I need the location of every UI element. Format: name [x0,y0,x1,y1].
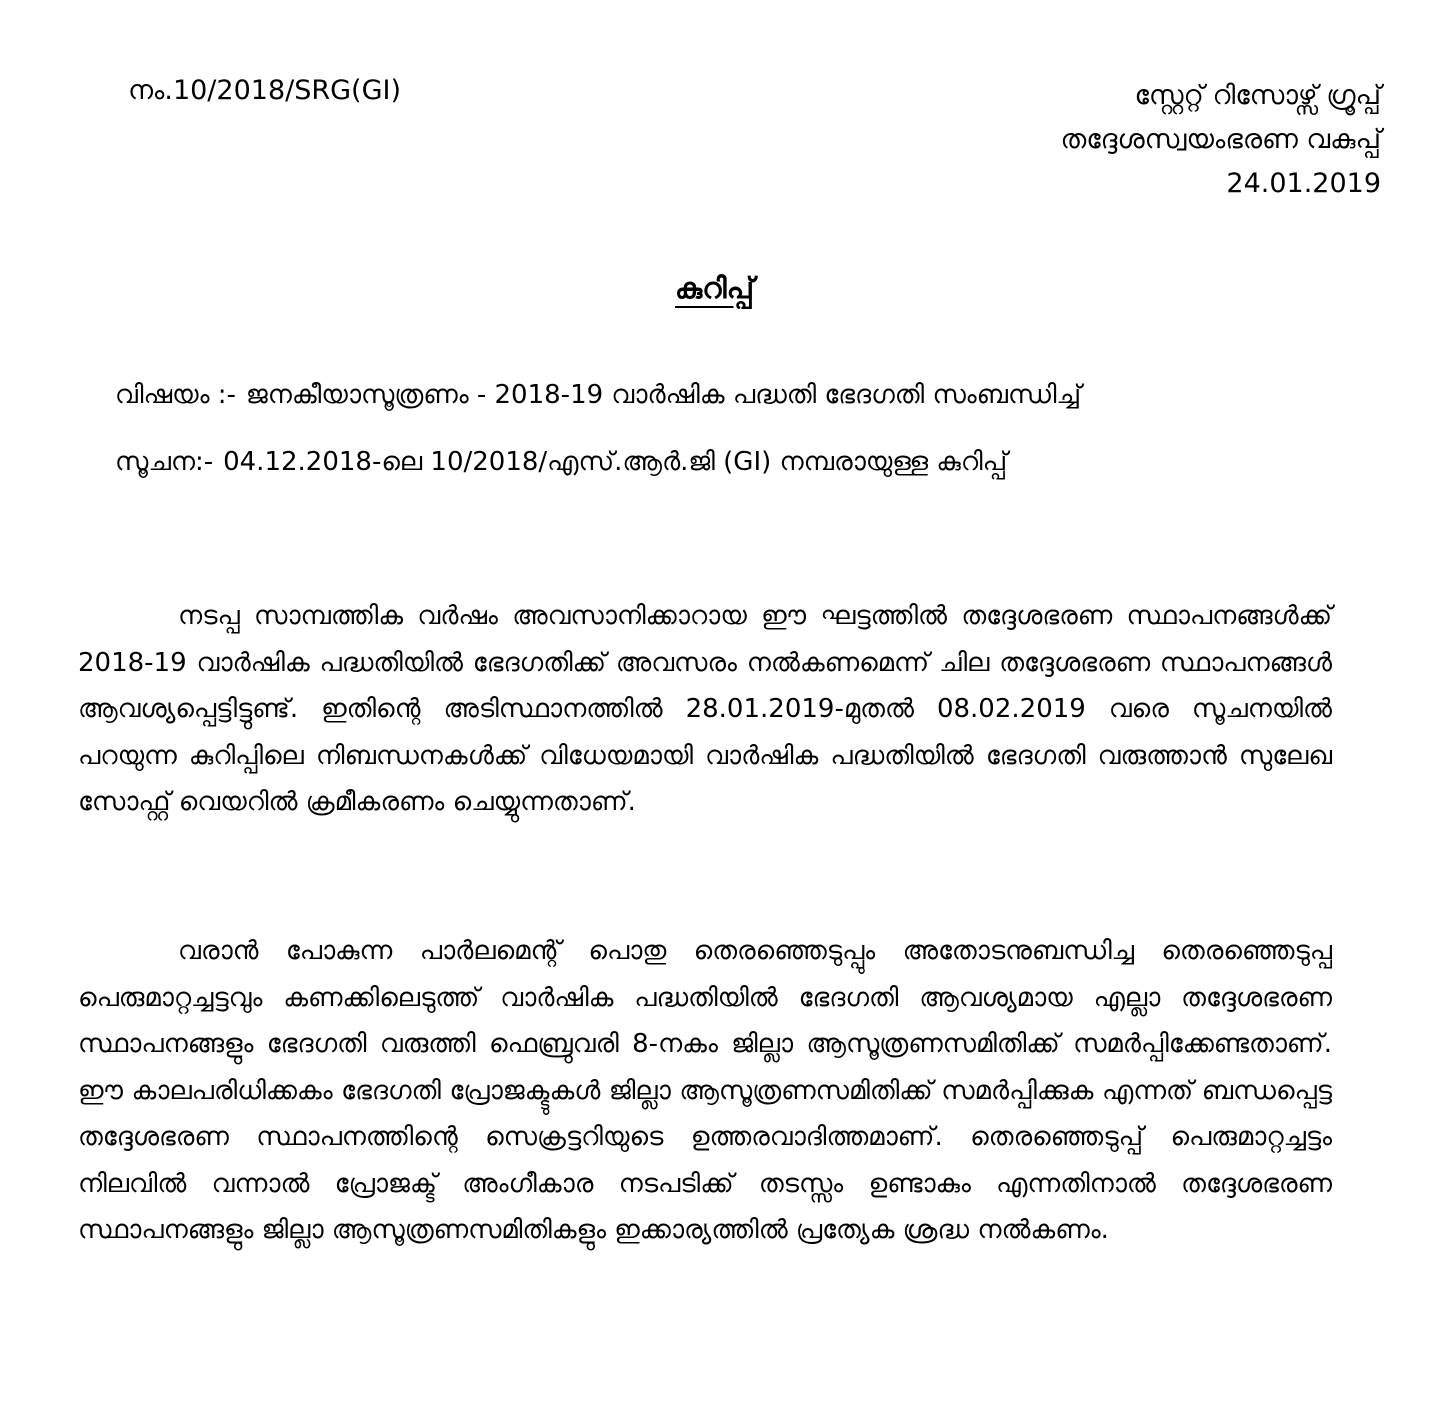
issuer-block [1060,74,1381,206]
document-date: 24.01.2019 [1226,168,1381,199]
subject-line [115,377,1081,413]
issuer-department: തദ്ദേശസ്വയംഭരണ വകുപ്പ് [1060,124,1381,155]
body-paragraph-1: നടപ്പ സാമ്പത്തിക വർഷം അവസാനിക്കാറായ ഈ ഘട്ടത്തിൽ തദ്ദേശഭരണ സ്ഥാപനങ്ങൾക്ക് 2018-19 വാർഷിക പദ്ധതിയിൽ ഭേദഗതിക്ക് അവസരം നൽകണമെന്ന് ചില തദ്ദേശഭരണ സ്ഥാപനങ്ങൾ ആവശ്യപ്പെട്ടിട്ടുണ്ട്. ഇതിന്റെ അടിസ്ഥാനത്തിൽ 28.01.2019-മുതൽ 08.02.2019 വരെ സൂചനയിൽ പറയുന്ന കുറിപ്പിലെ നിബന്ധനകൾക്ക് വിധേയമായി വാർഷിക പദ്ധതിയിൽ ഭേദഗതി വരുത്താൻ സുലേഖ സോഫ്റ്റ് വെയറിൽ ക്രമീകരണം ചെയ്യുന്നതാണ്. [78,601,1332,817]
reference-number: നം.10/2018/SRG(GI) [128,75,401,106]
subject-text: ജനകീയാസൂത്രണം - 2018-19 വാർഷിക പദ്ധതി ഭേദഗതി സംബന്ധിച്ച് [245,380,1082,410]
document-title: കുറിപ്പ് [675,271,754,305]
reference-label: സൂചന:- [115,447,214,477]
document-title-block [0,268,1429,308]
issuer-organization: സ്റ്റേറ്റ് റിസോഴ്സ് ഗ്രൂപ്പ് [1134,80,1381,111]
reference-text: 04.12.2018-ലെ 10/2018/എസ്.ആർ.ജി (GI) നമ്പരായുള്ള കുറിപ്പ് [223,447,1008,477]
subject-label: വിഷയം :- [115,380,236,410]
body-paragraph-2: വരാൻ പോകുന്ന പാർലമെന്റ് പൊതു തെരഞ്ഞെടുപ്പും അതോടനുബന്ധിച്ച തെരഞ്ഞെടുപ്പ പെരുമാറ്റച്ചട്ടവും കണക്കിലെടുത്ത് വാർഷിക പദ്ധതിയിൽ ഭേദഗതി ആവശ്യമായ എല്ലാ തദ്ദേശഭരണ സ്ഥാപനങ്ങളും ഭേദഗതി വരുത്തി ഫെബ്രുവരി 8-നകം ജില്ലാ ആസൂത്രണസമിതിക്ക് സമർപ്പിക്കേണ്ടതാണ്. ഈ കാലപരിധിക്കകം ഭേദഗതി പ്രോജക്ടുകൾ ജില്ലാ ആസൂത്രണസമിതിക്ക് സമർപ്പിക്കുക എന്നത് ബന്ധപ്പെട്ട തദ്ദേശഭരണ സ്ഥാപനത്തിന്റെ സെക്രട്ടറിയുടെ ഉത്തരവാദിത്തമാണ്. തെരഞ്ഞെടുപ്പ് പെരുമാറ്റച്ചട്ടം നിലവിൽ വന്നാൽ പ്രോജക്ട് അംഗീകാര നടപടിക്ക് തടസ്സം ഉണ്ടാകും എന്നതിനാൽ തദ്ദേശഭരണ സ്ഥാപനങ്ങളും ജില്ലാ ആസൂത്രണസമിതികളും ഇക്കാര്യത്തിൽ പ്രത്യേക ശ്രദ്ധ നൽകണം. [78,936,1332,1245]
reference-line [115,444,1007,480]
